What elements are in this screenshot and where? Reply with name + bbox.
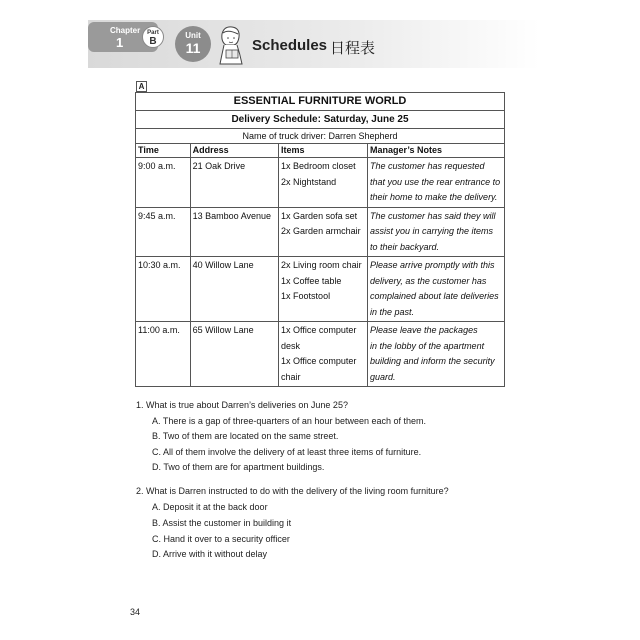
- time-cell: 10:30 a.m.: [136, 257, 191, 322]
- address-cell: 13 Bamboo Avenue: [190, 207, 278, 257]
- note-line: to their backyard.: [370, 241, 440, 252]
- note-line: complained about late deliveries: [370, 291, 499, 301]
- time-cell: 11:00 a.m.: [136, 322, 191, 387]
- note-line: The customer has requested: [370, 161, 485, 171]
- notes-cell: [368, 322, 505, 387]
- item-line: 2x Garden armchair: [281, 226, 361, 236]
- item-line: desk: [281, 340, 301, 351]
- question-text: 1. What is true about Darren’s deliveries on June 25?: [136, 400, 348, 410]
- answer-option[interactable]: D. Two of them are for apartment buildings.: [152, 462, 325, 472]
- delivery-schedule-table: [135, 92, 505, 387]
- notes-cell: [368, 257, 505, 322]
- item-line: 1x Coffee table: [281, 275, 342, 286]
- unit-number: 11: [185, 40, 201, 56]
- notes-cell: [368, 158, 505, 208]
- question-text: 2. What is Darren instructed to do with the delivery of the living room furniture?: [136, 486, 449, 496]
- chapter-label: Chapter: [110, 26, 141, 35]
- items-cell: [279, 322, 368, 387]
- note-line: Please leave the packages: [370, 325, 478, 335]
- table-row: [136, 207, 505, 257]
- part-letter: B: [149, 36, 157, 47]
- page-title-chinese: 日程表: [330, 40, 376, 57]
- address-cell: 65 Willow Lane: [190, 322, 278, 387]
- column-header-notes: Manager’s Notes: [368, 144, 505, 158]
- item-line: 2x Living room chair: [281, 260, 362, 270]
- table-title-row: [136, 93, 505, 111]
- notes-cell: [368, 207, 505, 257]
- time-cell: 9:45 a.m.: [136, 207, 191, 257]
- note-line: building and inform the security: [370, 356, 495, 366]
- table-row: [136, 257, 505, 322]
- items-cell: [279, 257, 368, 322]
- time-cell: 9:00 a.m.: [136, 158, 191, 208]
- section-marker: A: [136, 81, 147, 92]
- item-line: 1x Office computer: [281, 325, 357, 335]
- note-line: their home to make the delivery.: [370, 192, 498, 202]
- driver-name: Name of truck driver: Darren Shepherd: [136, 129, 505, 144]
- table-header-row: [136, 144, 505, 158]
- item-line: 1x Office computer: [281, 356, 357, 366]
- schedule-subtitle: Delivery Schedule: Saturday, June 25: [136, 111, 505, 129]
- note-line: delivery, as the customer has: [370, 275, 487, 286]
- driver-row: [136, 129, 505, 144]
- items-cell: [279, 158, 368, 208]
- unit-label: Unit: [185, 31, 201, 40]
- note-line: assist you in carrying the items: [370, 226, 494, 236]
- note-line: The customer has said they will: [370, 210, 496, 221]
- answer-option[interactable]: D. Arrive with it without delay: [152, 549, 268, 559]
- note-line: guard.: [370, 371, 396, 382]
- answer-option[interactable]: B. Assist the customer in building it: [152, 518, 292, 528]
- column-header-address: Address: [190, 144, 278, 158]
- answer-option[interactable]: A. Deposit it at the back door: [152, 502, 268, 512]
- table-row: [136, 158, 505, 208]
- answer-option[interactable]: B. Two of them are located on the same street.: [152, 431, 339, 441]
- page-number: 34: [130, 607, 141, 617]
- item-line: chair: [281, 371, 301, 382]
- note-line: in the past.: [370, 306, 415, 317]
- item-line: 1x Footstool: [281, 291, 331, 301]
- note-line: Please arrive promptly with this: [370, 260, 495, 270]
- part-badge: [142, 26, 164, 48]
- item-line: 1x Bedroom closet: [281, 161, 356, 171]
- table-row: [136, 322, 505, 387]
- column-header-items: Items: [279, 144, 368, 158]
- table-subtitle-row: [136, 111, 505, 129]
- answer-option[interactable]: A. There is a gap of three-quarters of an hour between each of them.: [152, 416, 426, 426]
- part-label: Part: [147, 30, 159, 36]
- company-name: ESSENTIAL FURNITURE WORLD: [136, 93, 505, 111]
- items-cell: [279, 207, 368, 257]
- reading-girl-illustration: [212, 24, 248, 66]
- chapter-number: 1: [116, 35, 124, 50]
- note-line: that you use the rear entrance to: [370, 176, 501, 187]
- page-title: Schedules: [252, 37, 328, 54]
- address-cell: 40 Willow Lane: [190, 257, 278, 322]
- item-line: 1x Garden sofa set: [281, 210, 358, 221]
- answer-option[interactable]: C. All of them involve the delivery of at least three items of furniture.: [152, 447, 422, 457]
- column-header-time: Time: [136, 144, 191, 158]
- unit-badge: [175, 26, 211, 62]
- address-cell: 21 Oak Drive: [190, 158, 278, 208]
- item-line: 2x Nightstand: [281, 176, 337, 187]
- note-line: in the lobby of the apartment: [370, 340, 485, 351]
- answer-option[interactable]: C. Hand it over to a security officer: [152, 534, 290, 544]
